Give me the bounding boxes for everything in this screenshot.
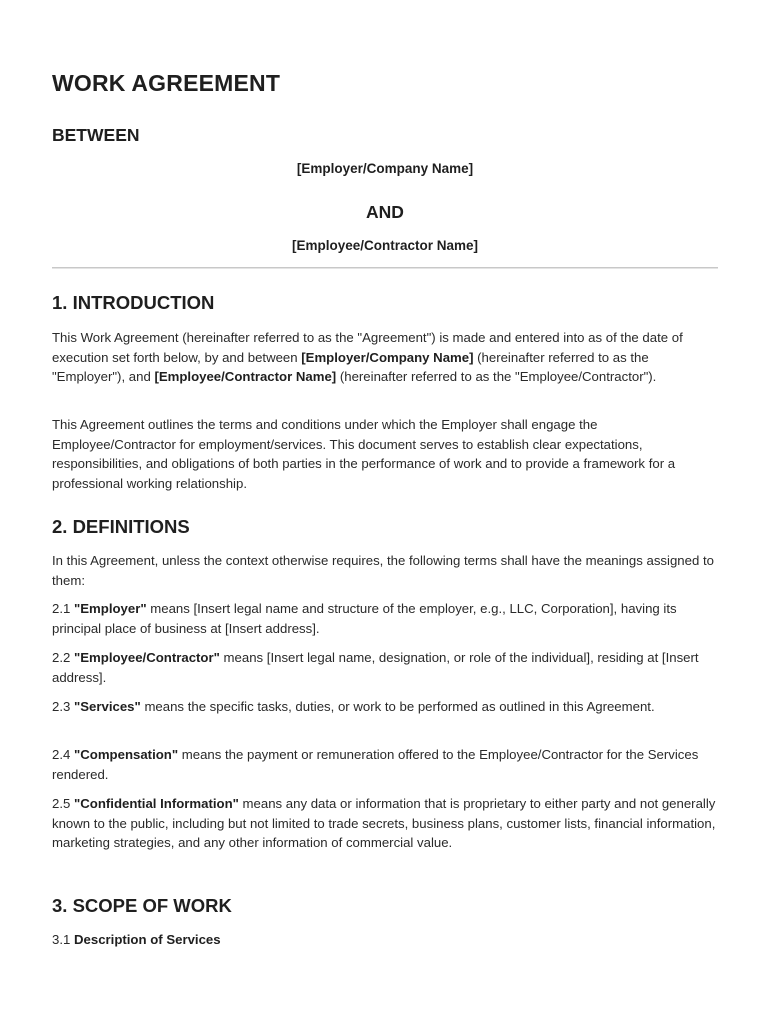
and-label: AND: [366, 202, 404, 222]
between-label: BETWEEN: [52, 125, 140, 145]
introduction-heading: 1. INTRODUCTION: [52, 292, 215, 313]
employee-name: [Employee/Contractor Name]: [291, 238, 479, 253]
employer-name: [Employer/Company Name]: [296, 161, 474, 176]
definitions-heading: 2. DEFINITIONS: [52, 516, 190, 537]
definition-item: 2.4 "Compensation" means the payment or remuneration offered to the Employee/Contractor for the Services rendered.: [52, 747, 699, 782]
definition-item: 2.5 "Confidential Information" means any data or information that is proprietary to either party and not generally known to the public, including but not limited to trade secrets, business plans, customer lists, financial information, marketing strategies, and any other information of commercial value.: [52, 796, 716, 850]
scope-subsection-title: 3.1 Description of Services: [52, 932, 221, 947]
introduction-paragraph-2: This Agreement outlines the terms and conditions under which the Employer shall engage the Employee/Contractor for employment/services. This document serves to establish clear expectations, responsibilities, and obligations of both parties in the performance of work and to provide a framework for a professional working relationship.: [52, 417, 676, 491]
section-divider: [52, 267, 718, 269]
definition-item: 2.3 "Services" means the specific tasks, duties, or work to be performed as outlined in this Agreement.: [52, 699, 655, 714]
introduction-paragraph-1: This Work Agreement (hereinafter referred to as the "Agreement") is made and entered into as of the date of execution set forth below, by and between [Employer/Company Name] (hereinafter referred to as the "Employer"), and [Employee/Contractor Name] (hereinafter referred to as the "Employee/Contractor").: [52, 330, 683, 384]
document-title: WORK AGREEMENT: [52, 70, 281, 96]
scope-heading: 3. SCOPE OF WORK: [52, 895, 232, 916]
definition-item: 2.1 "Employer" means [Insert legal name and structure of the employer, e.g., LLC, Corporation], having its principal place of business at [Insert address].: [52, 601, 677, 636]
definitions-intro: In this Agreement, unless the context otherwise requires, the following terms shall have the meanings assigned to them:: [52, 553, 714, 588]
definition-item: 2.2 "Employee/Contractor" means [Insert legal name, designation, or role of the individual], residing at [Insert address].: [52, 650, 699, 685]
